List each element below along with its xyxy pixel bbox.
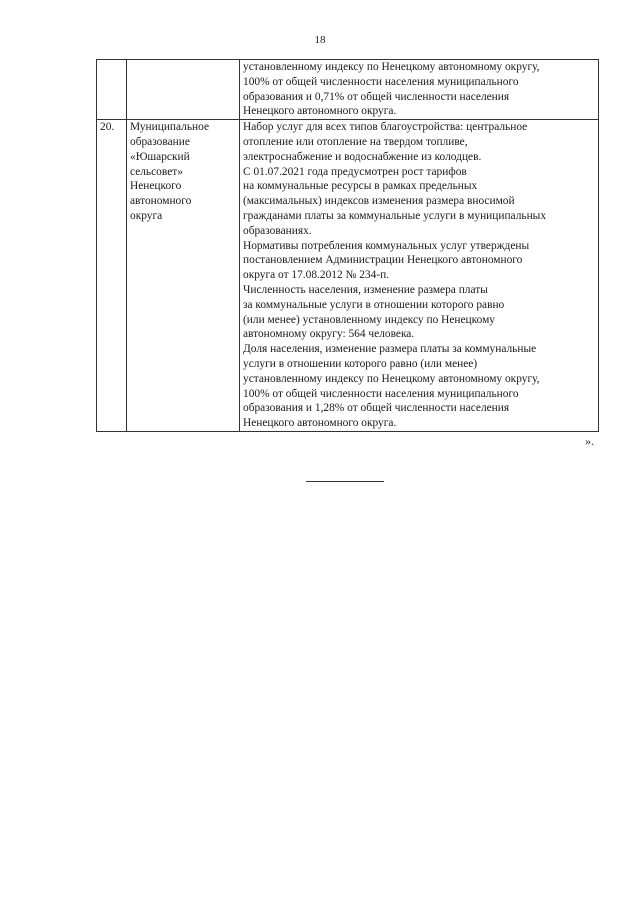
row-number: 20.: [100, 121, 115, 134]
description-line: автономному округу: 564 человека.: [243, 328, 415, 341]
description-line: С 01.07.2021 года предусмотрен рост тарифов: [243, 165, 467, 178]
description-line: гражданами платы за коммунальные услуги в муниципальных: [243, 209, 547, 222]
description-line: (максимальных) индексов изменения размера вносимой: [243, 195, 515, 208]
description-line: Ненецкого автономного округа.: [243, 105, 397, 118]
description-line: образования и 0,71% от общей численности населения: [243, 90, 510, 103]
description-line: электроснабжение и водоснабжение из колодцев.: [243, 150, 482, 163]
table-row-continued: [97, 60, 599, 120]
tariff-table: [96, 59, 599, 432]
description-line: образования и 1,28% от общей численности населения: [243, 402, 510, 415]
description-line: установленному индексу по Ненецкому автономному округу,: [243, 372, 540, 385]
page-number: 18: [314, 34, 326, 46]
closing-quote: ».: [585, 434, 594, 448]
municipality-line: округа: [130, 209, 163, 222]
municipality-line: сельсовет»: [130, 165, 183, 178]
description-line: Ненецкого автономного округа.: [243, 417, 397, 430]
description-line: Доля населения, изменение размера платы за коммунальные: [243, 343, 537, 356]
municipality-line: образование: [130, 135, 190, 148]
description-line: постановлением Администрации Ненецкого автономного: [243, 254, 523, 267]
description-line: Численность населения, изменение размера платы: [243, 283, 488, 296]
description-line: услуги в отношении которого равно (или менее): [243, 357, 478, 370]
description-line: Набор услуг для всех типов благоустройства: центральное: [243, 121, 528, 134]
row-number-cell: [97, 60, 127, 120]
municipality-line: автономного: [130, 195, 192, 208]
municipality-cell: [127, 120, 240, 432]
description-line: за коммунальные услуги в отношении которого равно: [243, 298, 505, 311]
description-line: образованиях.: [243, 224, 312, 237]
description-line: 100% от общей численности населения муниципального: [243, 75, 519, 88]
description-line: округа от 17.08.2012 № 234-п.: [243, 269, 390, 282]
description-line: отопление или отопление на твердом топливе,: [243, 135, 468, 148]
description-cell: [240, 60, 599, 120]
table-row-20: [97, 120, 599, 432]
municipality-line: «Юшарский: [130, 150, 190, 163]
description-cell: [240, 120, 599, 432]
description-line: 100% от общей численности населения муниципального: [243, 387, 519, 400]
row-number-cell: [97, 120, 127, 432]
municipality-line: Ненецкого: [130, 180, 182, 193]
municipality-line: Муниципальное: [130, 121, 210, 134]
municipality-cell: [127, 60, 240, 120]
end-separator-line: [306, 481, 384, 482]
description-line: Нормативы потребления коммунальных услуг утверждены: [243, 239, 530, 252]
description-line: на коммунальные ресурсы в рамках предельных: [243, 180, 478, 193]
description-line: (или менее) установленному индексу по Ненецкому: [243, 313, 495, 326]
description-line: установленному индексу по Ненецкому автономному округу,: [243, 61, 540, 73]
